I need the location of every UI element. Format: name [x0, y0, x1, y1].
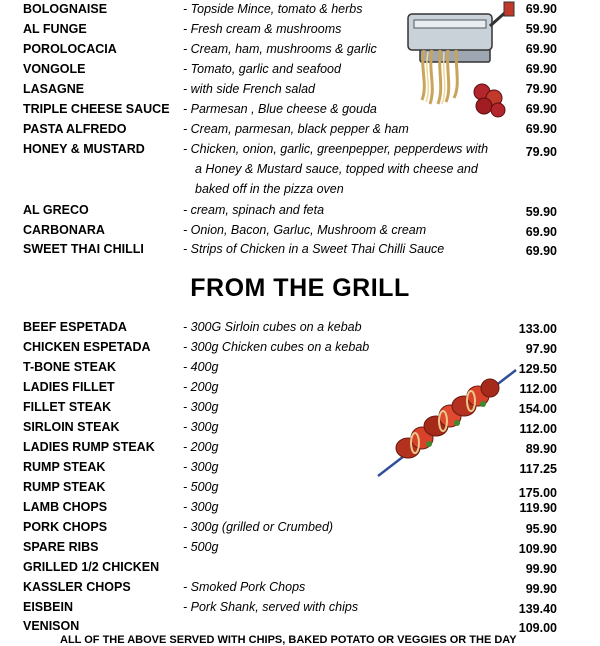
item-description: - Pork Shank, served with chips	[183, 600, 359, 614]
item-price: 89.90	[525, 442, 557, 456]
item-description: - 200g	[183, 440, 219, 454]
item-price: 69.90	[525, 225, 557, 239]
item-description-continued: baked off in the pizza oven	[195, 182, 344, 196]
item-description: - Tomato, garlic and seafood	[183, 62, 341, 76]
item-price: 59.90	[525, 22, 557, 36]
item-price: 117.25	[519, 462, 557, 476]
item-description: - Chicken, onion, garlic, greenpepper, pepperdews with	[183, 142, 489, 156]
item-name: CARBONARA	[23, 223, 105, 237]
item-description: - Fresh cream & mushrooms	[183, 22, 342, 36]
item-price: 69.90	[525, 102, 557, 116]
item-name: LAMB CHOPS	[23, 500, 108, 514]
item-name: AL GRECO	[23, 203, 89, 217]
item-price: 175.00	[518, 486, 557, 500]
item-description: - 300g	[183, 400, 219, 414]
item-name: T-BONE STEAK	[23, 360, 117, 374]
item-description: - Cream, ham, mushrooms & garlic	[183, 42, 377, 56]
item-price: 129.50	[518, 362, 557, 376]
item-price: 99.90	[525, 582, 557, 596]
item-name: VENISON	[23, 619, 80, 633]
item-name: CHICKEN ESPETADA	[23, 340, 151, 354]
item-description: - 500g	[183, 480, 219, 494]
item-price: 154.00	[518, 402, 557, 416]
item-name: RUMP STEAK	[23, 480, 106, 494]
item-name: GRILLED 1/2 CHICKEN	[23, 560, 160, 574]
item-price: 99.90	[525, 562, 557, 576]
menu-row	[0, 578, 600, 596]
menu-row	[0, 558, 600, 576]
item-name: LADIES RUMP STEAK	[23, 440, 155, 454]
item-price: 59.90	[525, 205, 557, 219]
item-name: SPARE RIBS	[23, 540, 99, 554]
item-name: RUMP STEAK	[23, 460, 106, 474]
menu-row	[0, 240, 600, 258]
item-description: - 300g	[183, 500, 219, 514]
section-heading: FROM THE GRILL	[190, 274, 410, 302]
item-name: FILLET STEAK	[23, 400, 112, 414]
item-name: EISBEIN	[23, 600, 74, 614]
item-description: - 400g	[183, 360, 219, 374]
item-price: 139.40	[518, 602, 557, 616]
menu-row	[0, 120, 600, 138]
item-price: 69.90	[525, 62, 557, 76]
item-name: VONGOLE	[23, 62, 86, 76]
menu-row	[0, 201, 600, 219]
item-description-continued: a Honey & Mustard sauce, topped with cheese and	[195, 162, 478, 176]
item-description: - 300g Chicken cubes on a kebab	[183, 340, 370, 354]
item-description: - Onion, Bacon, Garluc, Mushroom & cream	[183, 223, 427, 237]
menu-row	[0, 598, 600, 616]
item-description: - Topside Mince, tomato & herbs	[183, 2, 363, 16]
item-description: - Strips of Chicken in a Sweet Thai Chilli Sauce	[183, 242, 445, 256]
footer-note: ALL OF THE ABOVE SERVED WITH CHIPS, BAKED POTATO OR VEGGIES OR THE DAY	[60, 634, 517, 646]
item-description: - Cream, parmesan, black pepper & ham	[183, 122, 409, 136]
item-description: - 200g	[183, 380, 219, 394]
item-name: AL FUNGE	[23, 22, 87, 36]
item-name: LADIES FILLET	[23, 380, 115, 394]
item-description: - 300G Sirloin cubes on a kebab	[183, 320, 362, 334]
item-name: POROLOCACIA	[23, 42, 117, 56]
menu-row	[0, 498, 600, 516]
item-name: TRIPLE CHEESE SAUCE	[23, 102, 170, 116]
item-name: SWEET THAI CHILLI	[23, 242, 144, 256]
kebab-illustration	[372, 364, 522, 484]
item-price: 69.90	[525, 2, 557, 16]
item-price: 119.90	[519, 501, 557, 515]
item-description: - cream, spinach and feta	[183, 203, 325, 217]
menu-row	[0, 518, 600, 536]
item-description: - 500g	[183, 540, 219, 554]
item-price: 109.00	[518, 621, 557, 635]
item-description: - 300g	[183, 420, 219, 434]
item-name: PORK CHOPS	[23, 520, 108, 534]
item-price: 95.90	[525, 522, 557, 536]
menu-row	[0, 617, 600, 635]
item-name: BEEF ESPETADA	[23, 320, 127, 334]
item-price: 79.90	[525, 145, 557, 159]
item-price: 133.00	[518, 322, 557, 336]
item-description: - 300g	[183, 460, 219, 474]
item-price: 69.90	[525, 122, 557, 136]
item-name: LASAGNE	[23, 82, 85, 96]
item-price: 112.00	[519, 382, 557, 396]
item-description: - 300g (grilled or Crumbed)	[183, 520, 334, 534]
menu-row	[0, 221, 600, 239]
item-name: HONEY & MUSTARD	[23, 142, 145, 156]
item-price: 69.90	[525, 42, 557, 56]
item-name: SIRLOIN STEAK	[23, 420, 120, 434]
menu-row	[0, 318, 600, 336]
item-description: - Smoked Pork Chops	[183, 580, 306, 594]
menu-row	[0, 538, 600, 556]
menu-row	[0, 140, 600, 158]
item-price: 69.90	[525, 244, 557, 258]
item-description: - Parmesan , Blue cheese & gouda	[183, 102, 377, 116]
pasta-machine-illustration	[384, 0, 524, 120]
menu-row	[0, 338, 600, 356]
item-price: 109.90	[518, 542, 557, 556]
item-description: - with side French salad	[183, 82, 316, 96]
item-name: KASSLER CHOPS	[23, 580, 131, 594]
item-price: 79.90	[525, 82, 557, 96]
item-name: BOLOGNAISE	[23, 2, 108, 16]
item-price: 97.90	[525, 342, 557, 356]
item-name: PASTA ALFREDO	[23, 122, 127, 136]
item-price: 112.00	[519, 422, 557, 436]
